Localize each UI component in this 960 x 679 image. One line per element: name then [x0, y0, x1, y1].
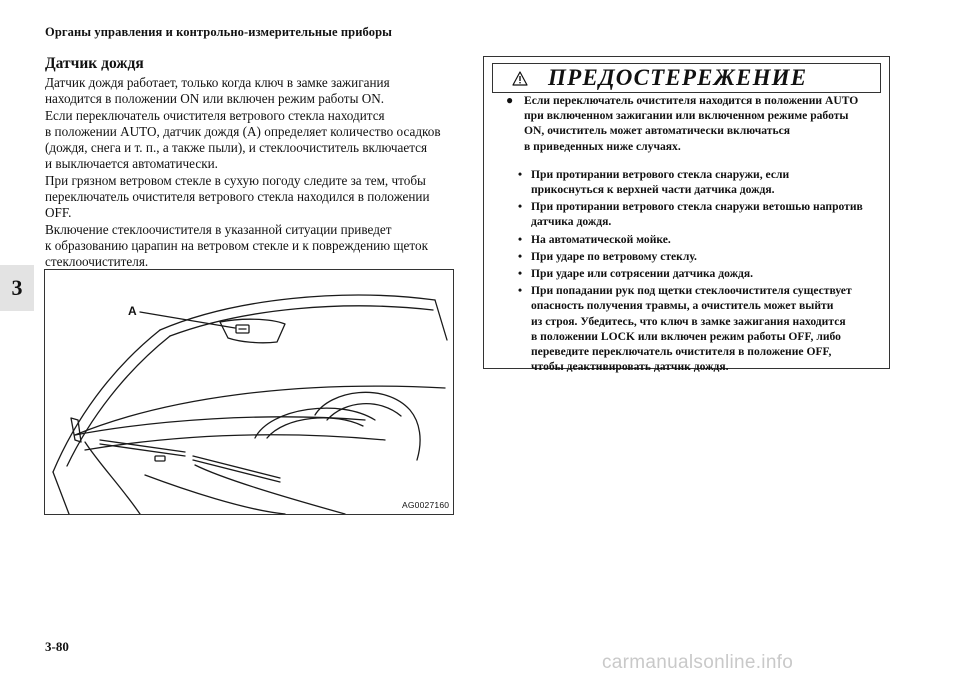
warning-item-line: датчика дождя.	[531, 215, 612, 229]
body-line: Включение стеклоочистителя в указанной ситуации приведет	[45, 221, 392, 237]
warning-item-line: При попадании рук под щетки стеклоочистителя существует	[531, 284, 852, 298]
warning-line: ON, очиститель может автоматически включаться	[524, 124, 790, 138]
body-line: При грязном ветровом стекле в сухую погоду следите за тем, чтобы	[45, 172, 426, 188]
rain-sensor-figure	[44, 269, 454, 515]
warning-list-item	[518, 283, 881, 374]
windshield-illustration	[45, 270, 453, 514]
watermark-link[interactable]: carmanualsonline.info	[602, 652, 794, 673]
windshield-base	[75, 386, 445, 435]
body-line: стеклоочистителя.	[45, 254, 149, 270]
mirror-mount	[220, 319, 285, 343]
figure-label-a: A	[128, 304, 137, 318]
warning-item-line: прикоснуться к верхней части датчика дождя.	[531, 183, 775, 197]
body-line: находится в положении ON или включен режим работы ON.	[45, 91, 385, 107]
bullet-dot-icon: •	[518, 200, 523, 214]
washer-nozzle	[155, 456, 165, 461]
warning-list-item	[518, 199, 881, 229]
warning-body	[506, 93, 881, 376]
body-line: Датчик дождя работает, только когда ключ в замке зажигания	[45, 75, 390, 90]
warning-list-item	[518, 232, 881, 247]
bullet-dot-icon: •	[518, 267, 523, 281]
warning-item-line: в положении LOCK или включен режим работы OFF, либо	[531, 329, 841, 343]
roof-inner	[170, 306, 433, 336]
warning-list	[518, 167, 881, 375]
chapter-number: 3	[11, 275, 23, 300]
body-line: Если переключатель очистителя ветрового стекла находится	[45, 107, 385, 123]
roof-edge	[160, 295, 435, 330]
page-number: 3-80	[45, 639, 69, 654]
bullet-dot-icon: •	[518, 284, 523, 298]
warning-main-item	[506, 93, 881, 154]
warning-triangle-icon	[512, 71, 528, 86]
body-line: переключатель очистителя ветрового стекла находился в положении	[45, 189, 430, 205]
body-line: OFF.	[45, 205, 72, 221]
warning-box	[483, 56, 890, 374]
warning-item-line: При ударе по ветровому стеклу.	[531, 249, 697, 263]
warning-item-line: При протирании ветрового стекла снаружи, если	[531, 167, 790, 181]
warning-title: ПРЕДОСТЕРЕЖЕНИЕ	[548, 65, 808, 90]
running-header: Органы управления и контрольно-измерительные приборы	[45, 25, 392, 39]
warning-item-line: из строя. Убедитесь, что ключ в замке зажигания находится	[531, 314, 846, 328]
figure-code: AG0027160	[402, 500, 450, 510]
warning-line: Если переключатель очистителя находится в положении AUTO	[524, 94, 859, 107]
warning-item-line: опасность получения травмы, а очиститель может выйти	[531, 299, 834, 313]
warning-item-line: переведите переключатель очистителя в положение OFF,	[531, 345, 832, 359]
body-line: (дождя, снега и т. п., а также пыли), и стеклоочиститель включается	[45, 140, 428, 156]
warning-item-line: На автоматической мойке.	[531, 232, 671, 246]
bullet-circle-icon: ●	[506, 93, 514, 107]
warning-list-item	[518, 266, 881, 281]
leader-line	[140, 312, 235, 328]
warning-line: в приведенных ниже случаях.	[524, 139, 681, 153]
body-line: и выключается автоматически.	[45, 156, 218, 172]
section-body	[45, 75, 465, 271]
warning-item-line: При ударе или сотрясении датчика дождя.	[531, 267, 754, 281]
center-console	[195, 465, 345, 514]
warning-item-line: При протирании ветрового стекла снаружи ветошью напротив	[531, 200, 863, 214]
warning-item-line: чтобы деактивировать датчик дождя.	[531, 360, 729, 374]
warning-header	[492, 63, 881, 93]
bullet-dot-icon: •	[518, 167, 523, 181]
warning-list-item	[518, 249, 881, 264]
bullet-dot-icon: •	[518, 232, 523, 246]
steering-wheel	[315, 392, 420, 460]
left-column	[45, 55, 465, 271]
section-title: Датчик дождя	[45, 55, 144, 72]
body-line: в положении AUTO, датчик дождя (A) определяет количество осадков	[45, 123, 441, 139]
bullet-dot-icon: •	[518, 249, 523, 263]
warning-list-item	[518, 167, 881, 197]
warning-line: при включенном зажигании или включенном режиме работы	[524, 109, 849, 123]
chapter-tab	[0, 265, 34, 311]
a-pillar-right	[435, 300, 447, 340]
body-line: к образованию царапин на ветровом стекле и к повреждению щеток	[45, 237, 428, 253]
